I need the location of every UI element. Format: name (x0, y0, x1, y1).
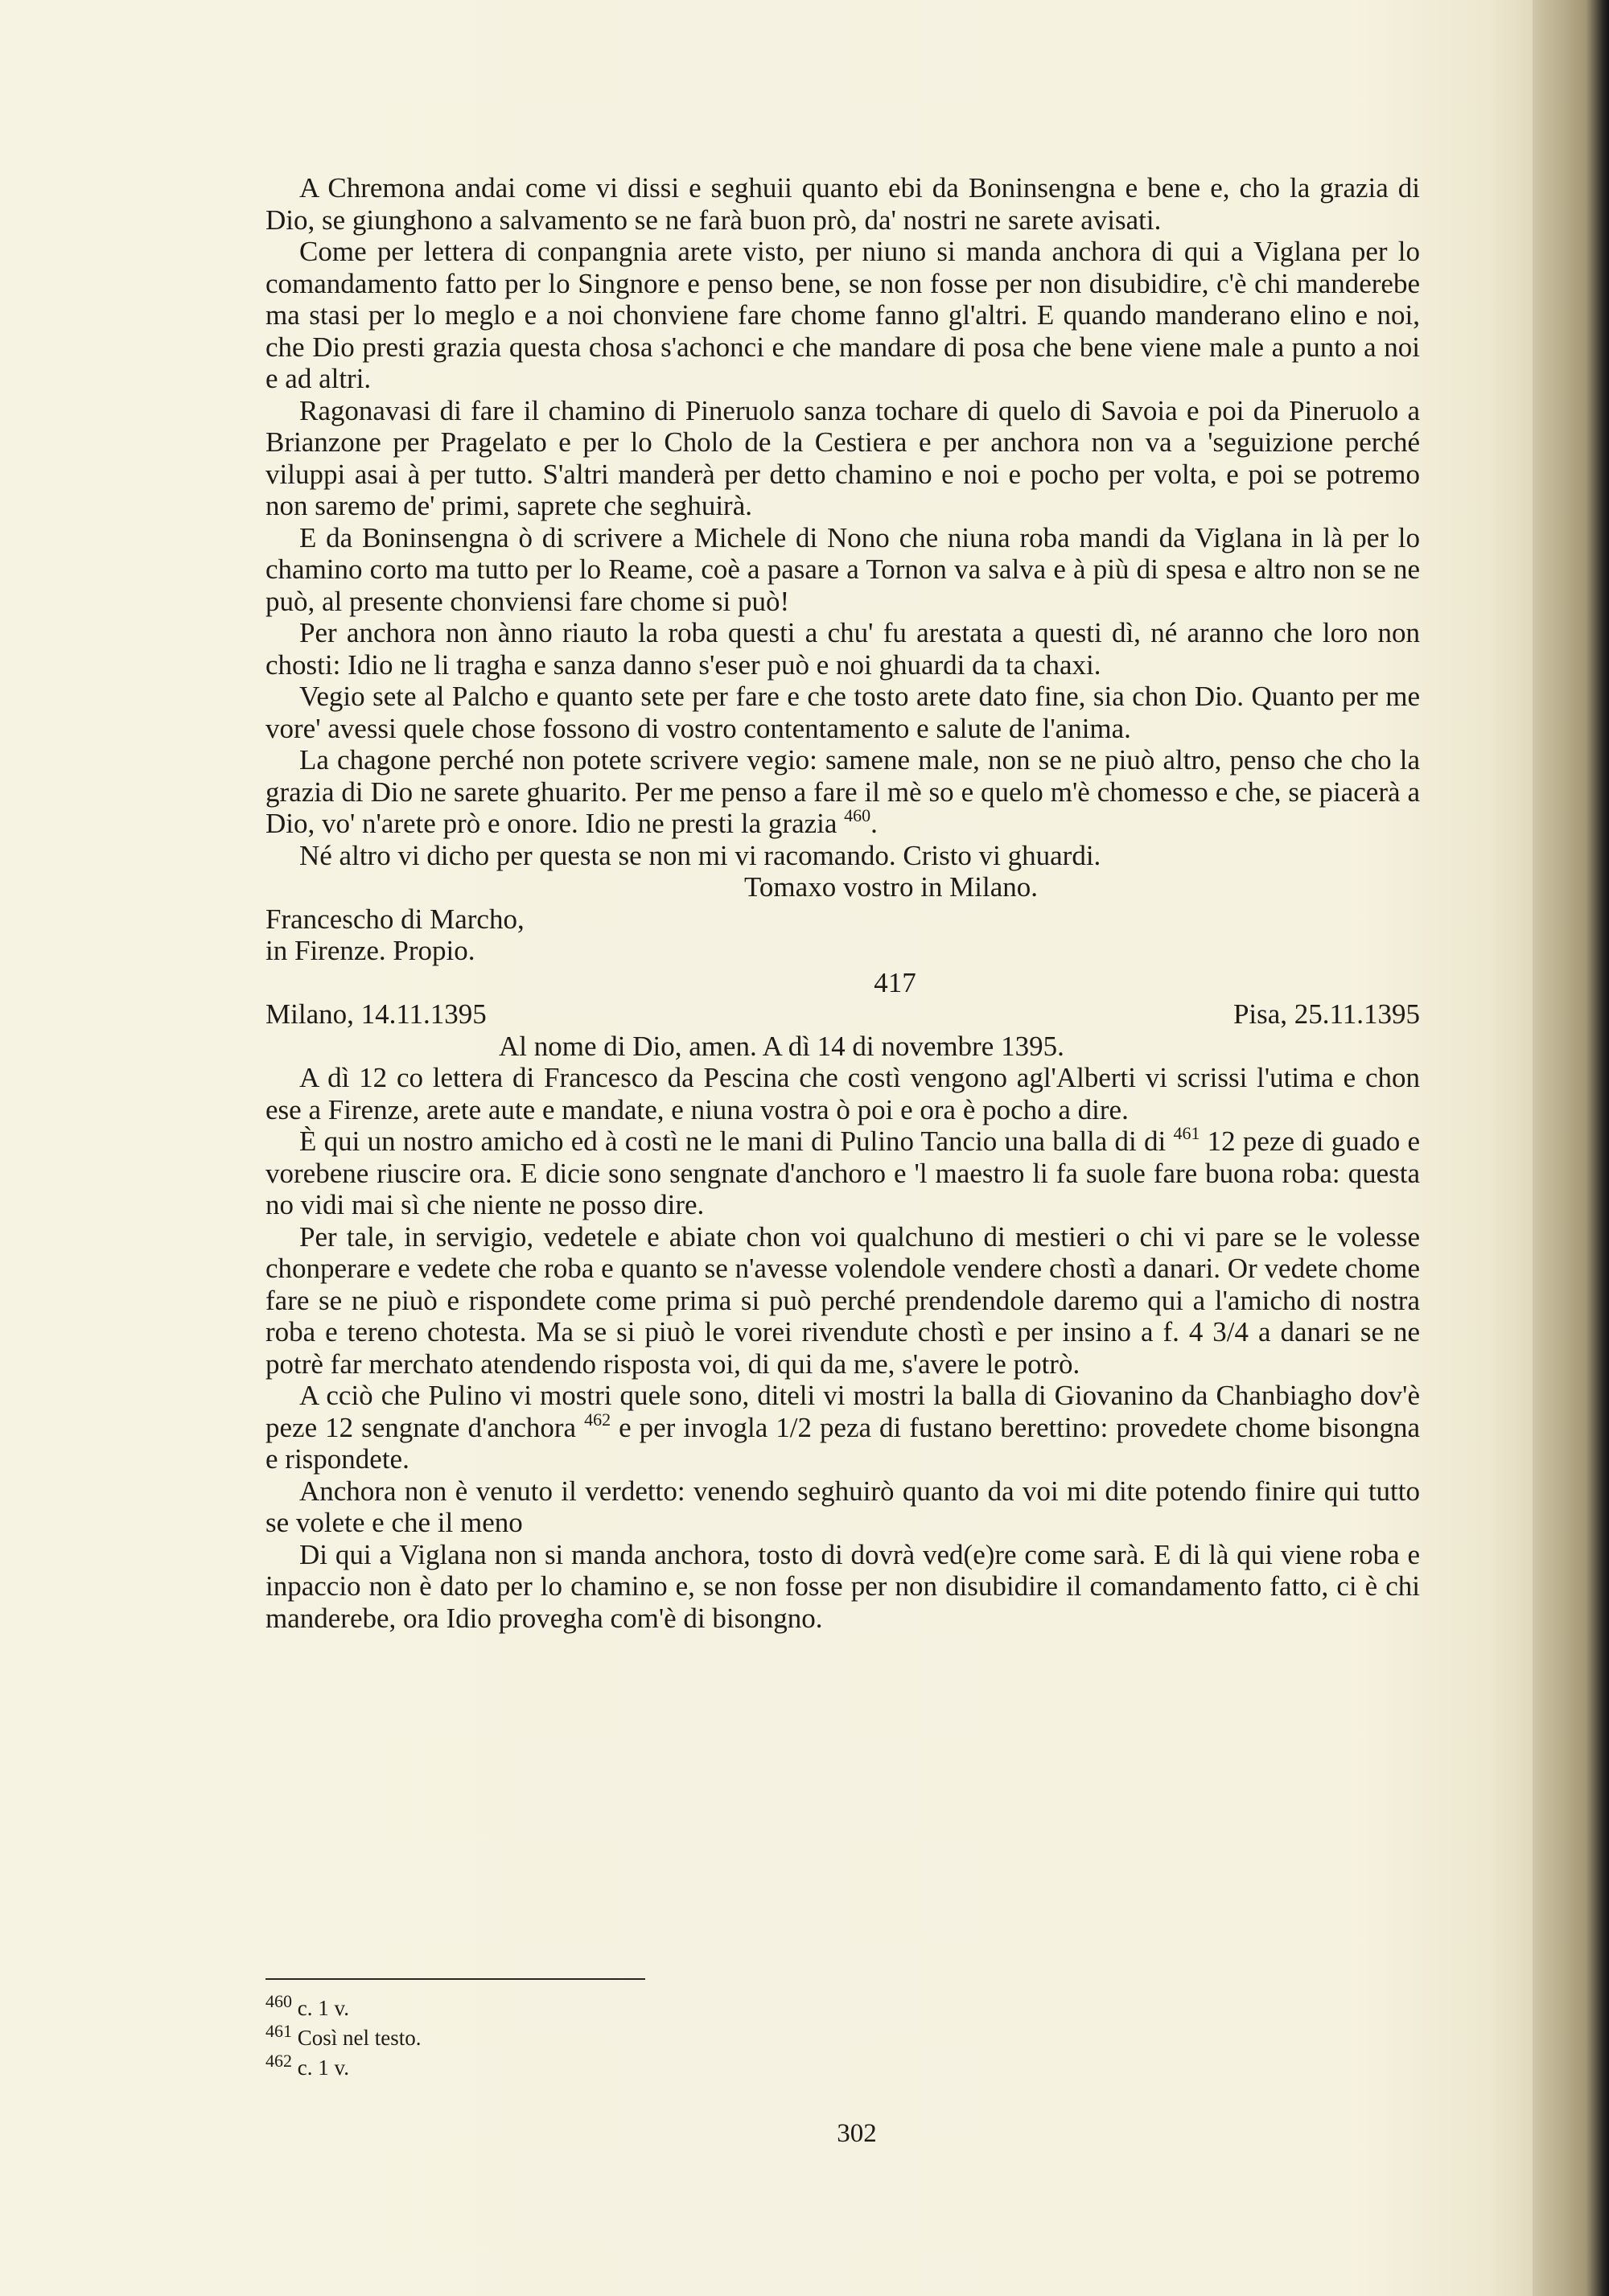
paragraph: A dì 12 co lettera di Francesco da Pescina che costì vengono agl'Alberti vi scrissi l'utima e chon ese a Firenze, arete aute e mandate, e niuna vostra ò poi e ora è pocho a dire. (265, 1062, 1420, 1125)
footnote (265, 1991, 422, 2023)
footnote-text: Così nel testo. (297, 2026, 422, 2050)
signature: Tomaxo vostro in Milano. (744, 871, 1039, 903)
paragraph-text: e per invogla 1/2 peza di fustano berettino: provedete chome bisongna e rispondete. (265, 1411, 1421, 1475)
paragraph: A Chremona andai come vi dissi e seghuii quanto ebi da Boninsengna e bene e, cho la grazia di Dio, se giunghono a salvamento se ne farà buon prò, da' nostri ne sarete avisati. (265, 172, 1420, 236)
addressee (265, 903, 1420, 967)
origin-date: Milano, 14.11.1395 (265, 998, 487, 1030)
footnote-divider (265, 1978, 645, 1980)
footnote-ref-461: 461 (1173, 1123, 1200, 1143)
footnote-text: c. 1 v. (297, 2055, 349, 2080)
book-gutter (1533, 0, 1609, 2296)
footnote-number: 460 (265, 1991, 292, 2011)
footnote (265, 2023, 422, 2053)
paragraph: La chagone perché non potete scrivere vegio: samene male, non se ne piuò altro, penso che cho la grazia di Dio ne sarete ghuarito. Per me penso a fare il mè so e quelo m'è chomesso e che, se piacerà a Dio, vo' n'arete prò e onore. Idio ne presti la grazia $^{460}$. (265, 744, 1420, 839)
paragraph: Per anchora non ànno riauto la roba questi a chu' fu arestata a questi dì, né aranno che loro non chosti: Idio ne li tragha e sanza danno s'eser può e noi ghuardi da ta chaxi. (265, 617, 1420, 681)
paragraph (265, 1380, 1420, 1475)
footnote-ref-460: 460 (844, 805, 871, 825)
paragraph: Anchora non è venuto il verdetto: venendo seghuirò quanto da voi mi dite potendo finire qui tutto se volete e che il meno (265, 1475, 1420, 1538)
paragraph-text: A cciò che Pulino vi mostri quele sono, diteli vi mostri la balla di Giovanino da Chanbiagho dov'è peze 12 sengnate d'anchora (265, 1380, 1420, 1443)
paragraph: Per tale, in servigio, vedetele e abiate chon voi qualchuno di mestieri o chi vi pare se le volesse chonperare e vedete che roba e quanto se n'avesse volendole vendere chostì a danari. Or vedete chome fare se ne piuò e rispondete come prima si può perché prendendole daremo qui a l'amicho di nostra roba e tereno chotesta. Ma se si piuò le vorei rivendute chostì e per insino a f. 4 3/4 a danari se ne potrè far merchato atendendo risposta voi, di qui da me, s'avere le potrò. (265, 1220, 1420, 1380)
footnote-text: c. 1 v. (297, 1996, 349, 2020)
paragraph: E da Boninsengna ò di scrivere a Michele di Nono che niuna roba mandi da Viglana in là per lo chamino corto ma tutto per lo Reame, coè a pasare a Tornon va salva e à più di spesa e altro non se ne può, al presente chonviensi fare chome si può! (265, 521, 1420, 617)
paragraph (265, 1125, 1420, 1221)
page-number: 302 (837, 2119, 877, 2148)
footnote (265, 2053, 422, 2083)
footnotes (265, 1991, 422, 2083)
paragraph: Vegio sete al Palcho e quanto sete per fare e che tosto arete dato fine, sia chon Dio. Quanto per me vore' avessi quele chose fossono di vostro contentamento e salute de l'anima. (265, 681, 1420, 744)
letter-number: 417 (874, 966, 916, 998)
salutation: Al nome di Dio, amen. A dì 14 di novembre 1395. (499, 1030, 1064, 1062)
letter-header (265, 998, 1420, 1031)
paragraph: Come per lettera di conpangnia arete visto, per niuno si manda anchora di qui a Viglana per lo comandamento fatto per lo Singnore e penso bene, se non fosse per non disubidire, c'è chi manderebe ma stasi per lo meglo e a noi chonviene fare chome fanno gl'altri. E quando manderano elino e noi, che Dio presti grazia questa chosa s'achonci e che mandare di posa che bene viene male a punto a noi e ad altri. (265, 236, 1420, 394)
footnote-number: 461 (265, 2021, 292, 2041)
paragraph-text: La chagone perché non potete scrivere vegio: samene male, non se ne piuò altro, penso che cho la grazia di Dio ne sarete ghuarito. Per me penso a fare il mè so e quelo m'è chomesso e che, se piacerà a Dio, vo' n'arete prò e onore. Idio ne presti la grazia (265, 744, 1420, 839)
paragraph-text: È qui un nostro amicho ed à costì ne le mani di Pulino Tancio una balla di di (299, 1125, 1167, 1157)
footnote-number: 462 (265, 2051, 292, 2071)
main-text (265, 172, 1420, 1634)
paragraph-text: 12 peze di guado e vorebene riuscire ora. E dicie sono sengnate d'anchoro e 'l maestro li fa suole fare buona roba: questa no vidi mai sì che niente ne posso dire. (265, 1125, 1420, 1220)
addressee-line: in Firenze. Propio. (265, 935, 475, 966)
paragraph: Né altro vi dicho per questa se non mi vi racomando. Cristo vi ghuardi. (299, 839, 1101, 871)
footnote-ref-462: 462 (584, 1409, 611, 1430)
destination-date: Pisa, 25.11.1395 (1232, 998, 1420, 1030)
addressee-line: Francescho di Marcho, (265, 903, 525, 935)
paragraph: Ragonavasi di fare il chamino di Pineruolo sanza tochare di quelo di Savoia e poi da Pineruolo a Brianzone per Pragelato e per lo Cholo de la Cestiera e per anchora non va a 'seguizione perché viluppi asai à per tutto. S'altri manderà per detto chamino e noi e pocho per volta, e poi se potremo non saremo de' primi, saprete che seghuirà. (265, 394, 1420, 521)
paragraph: Di qui a Viglana non si manda anchora, tosto di dovrà ved(e)re come sarà. E di là qui viene roba e inpaccio non è dato per lo chamino e, se non fosse per non disubidire il comandamento fatto, ci è chi manderebe, ora Idio provegha com'è di bisongno. (265, 1538, 1420, 1634)
